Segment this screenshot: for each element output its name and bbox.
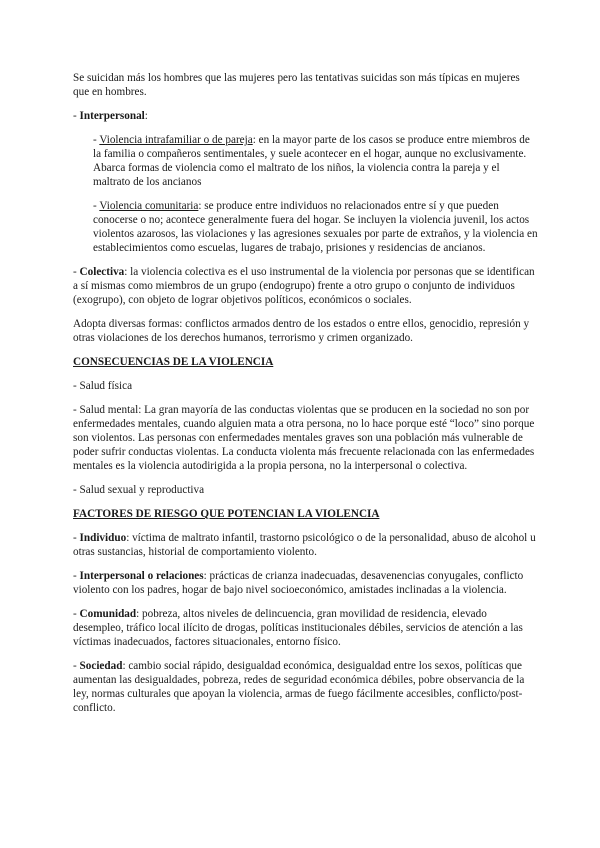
interpersonal-label: Interpersonal bbox=[79, 110, 145, 122]
consecuencias-heading: CONSECUENCIAS DE LA VIOLENCIA bbox=[73, 356, 274, 368]
comunitaria-text: : se produce entre individuos no relacionados entre sí y que pueden conocerse o no; acontece generalmente fuera del hogar. Se incluyen la violencia juvenil, los actos violentos azarosos, las violaciones y las agresiones sexuales por parte de extraños, y la violencia en establecimientos como escuelas, lugares de trabajo, prisiones y residencias de ancianos. bbox=[93, 200, 538, 254]
interpersonal-item-intrafamiliar: - Violencia intrafamiliar o de pareja: en la mayor parte de los casos se produce entre miembros de la familia o compañeros sentimentales, y suele acontecer en el hogar, aunque no exclusivamente. Abarca formas de violencia como el maltrato de los niños, la violencia contra la pareja y el maltrato de los ancianos bbox=[93, 134, 530, 188]
interpersonal-heading: - Interpersonal: bbox=[73, 110, 148, 122]
formas-paragraph: Adopta diversas formas: conflictos armados dentro de los estados o entre ellos, genocidio, represión y otras violaciones de los derechos humanos, terrorismo y crimen organizado. bbox=[73, 318, 530, 344]
consecuencia-salud-fisica: - Salud física bbox=[73, 380, 133, 392]
factor-sociedad-label: Sociedad bbox=[79, 660, 123, 672]
comunitaria-term: Violencia comunitaria bbox=[99, 200, 199, 212]
factor-comunidad: - Comunidad: pobreza, altos niveles de delincuencia, gran movilidad de residencia, elevado desempleo, tráfico local ilícito de drogas, políticas institucionales débiles, servicios de atención a las víctimas inadecuados, factores situacionales, entorno físico. bbox=[73, 608, 523, 648]
factor-individuo-label: Individuo bbox=[79, 532, 127, 544]
factor-interpersonal: - Interpersonal o relaciones: prácticas de crianza inadecuadas, desavenencias conyugales, conflicto violento con los padres, hogar de bajo nivel socioeconómico, amistades inclinadas a la violencia. bbox=[73, 570, 524, 596]
colectiva-label: Colectiva bbox=[79, 266, 125, 278]
consecuencia-salud-mental: - Salud mental: La gran mayoría de las conductas violentas que se producen en la sociedad no son por enfermedades mentales, cuando alguien mata a otra persona, no lo hace porque esté “loco” sino porque son violentos. Las personas con enfermedades mentales graves son una población más vulnerable de poder sufrir conductas violentas. La conducta violenta más frecuente relacionada con las enfermedades mentales es la violencia autodirigida a la propia persona, no la interpersonal o colectiva. bbox=[73, 404, 535, 472]
factores-heading: FACTORES DE RIESGO QUE POTENCIAN LA VIOLENCIA bbox=[73, 508, 380, 520]
colectiva-paragraph: - Colectiva: la violencia colectiva es el uso instrumental de la violencia por personas que se identifican a sí mismas como miembros de un grupo (endogrupo) frente a otro grupo o conjunto de individuos (exogrupo), con objeto de lograr objetivos políticos, económicos o sociales. bbox=[73, 266, 535, 306]
factor-individuo-text: : víctima de maltrato infantil, trastorno psicológico o de la personalidad, abuso de alcohol u otras sustancias, historial de comportamiento violento. bbox=[73, 532, 536, 558]
factor-sociedad-text: : cambio social rápido, desigualdad económica, desigualdad entre los sexos, políticas que aumentan las desigualdades, pobreza, redes de seguridad económica débiles, pobre observancia de la ley, normas culturales que apoyan la violencia, armas de fuego fácilmente accesibles, conflicto/post-conflicto. bbox=[73, 660, 525, 714]
factor-interpersonal-label: Interpersonal o relaciones bbox=[79, 570, 204, 582]
intrafamiliar-text: : en la mayor parte de los casos se produce entre miembros de la familia o compañeros sentimentales, y suele acontecer en el hogar, aunque no exclusivamente. Abarca formas de violencia como el maltrato de los niños, la violencia contra la pareja y el maltrato de los ancianos bbox=[93, 134, 530, 188]
intro-paragraph: Se suicidan más los hombres que las mujeres pero las tentativas suicidas son más típicas en mujeres que en hombres. bbox=[73, 72, 520, 98]
factor-sociedad: - Sociedad: cambio social rápido, desigualdad económica, desigualdad entre los sexos, políticas que aumentan las desigualdades, pobreza, redes de seguridad económica débiles, pobre observancia de la ley, normas culturales que apoyan la violencia, armas de fuego fácilmente accesibles, conflicto/post-conflicto. bbox=[73, 660, 525, 714]
factor-interpersonal-text: : prácticas de crianza inadecuadas, desavenencias conyugales, conflicto violento con los padres, hogar de bajo nivel socioeconómico, amistades inclinadas a la violencia. bbox=[73, 570, 524, 596]
factor-individuo: - Individuo: víctima de maltrato infantil, trastorno psicológico o de la personalidad, abuso de alcohol u otras sustancias, historial de comportamiento violento. bbox=[73, 532, 536, 558]
consecuencia-salud-sexual: - Salud sexual y reproductiva bbox=[73, 484, 205, 496]
factor-comunidad-text: : pobreza, altos niveles de delincuencia, gran movilidad de residencia, elevado desempleo, tráfico local ilícito de drogas, políticas institucionales débiles, servicios de atención a las víctimas inadecuados, factores situacionales, entorno físico. bbox=[73, 608, 523, 648]
interpersonal-item-comunitaria: - Violencia comunitaria: se produce entre individuos no relacionados entre sí y que pueden conocerse o no; acontece generalmente fuera del hogar. Se incluyen la violencia juvenil, los actos violentos azarosos, las violaciones y las agresiones sexuales por parte de extraños, y la violencia en establecimientos como escuelas, lugares de trabajo, prisiones y residencias de ancianos. bbox=[93, 200, 538, 254]
factor-comunidad-label: Comunidad bbox=[79, 608, 137, 620]
colectiva-text: : la violencia colectiva es el uso instrumental de la violencia por personas que se identifican a sí mismas como miembros de un grupo (endogrupo) frente a otro grupo o conjunto de individuos (exogrupo), con objeto de lograr objetivos políticos, económicos o sociales. bbox=[73, 266, 535, 306]
intrafamiliar-term: Violencia intrafamiliar o de pareja bbox=[99, 134, 253, 146]
